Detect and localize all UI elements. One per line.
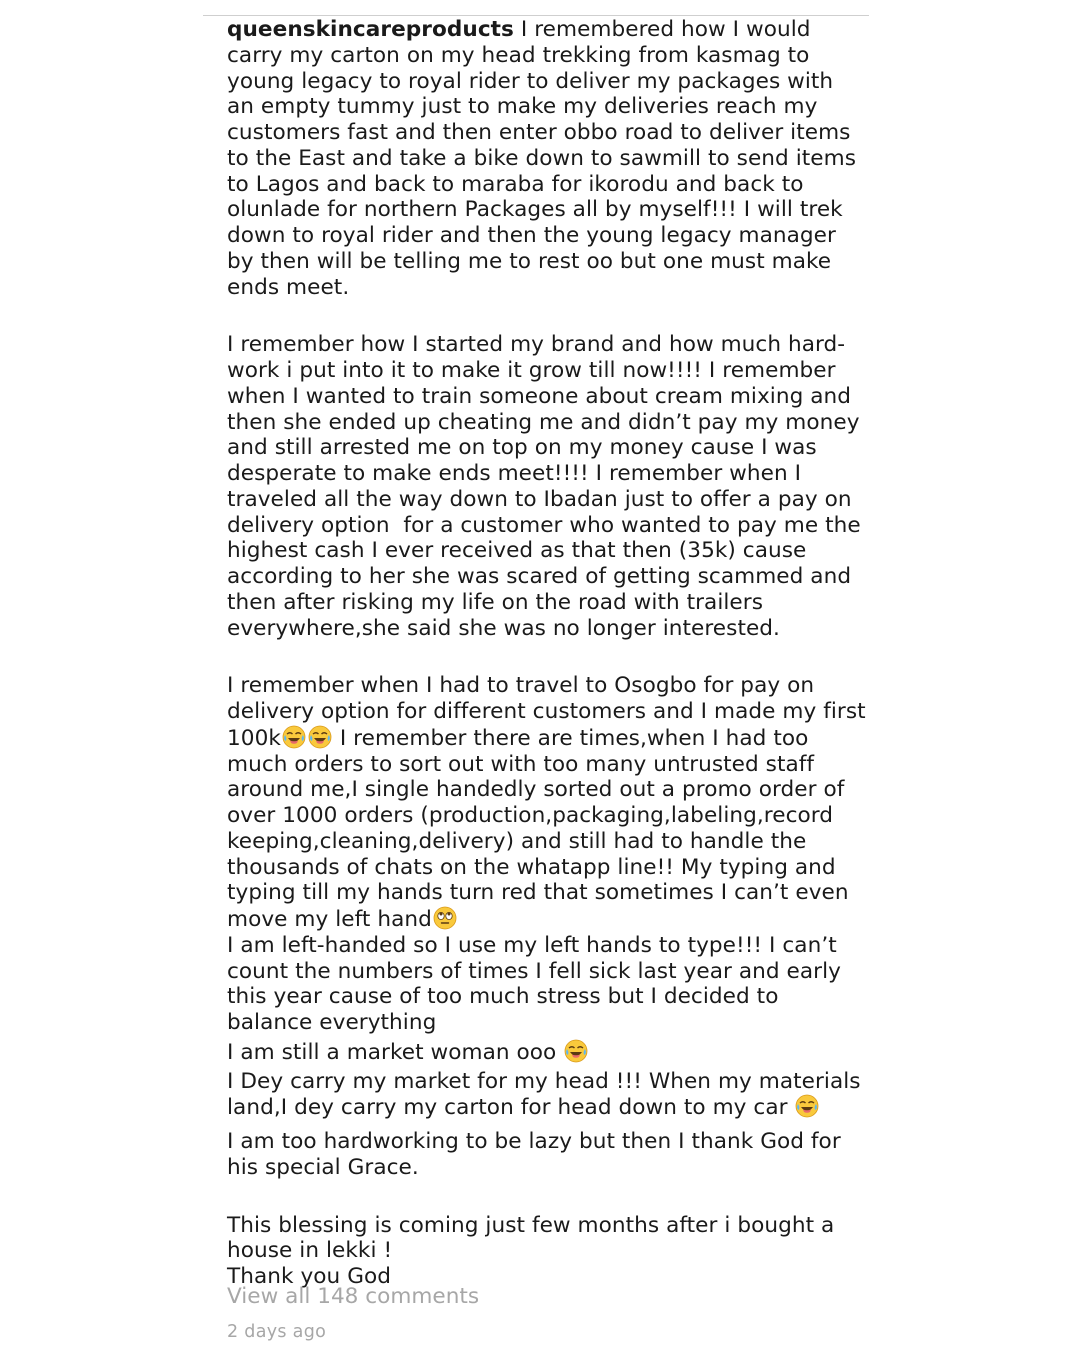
post-username[interactable]: queenskincareproducts xyxy=(227,17,514,42)
face-with-tears-of-joy-icon xyxy=(564,1039,588,1063)
caption-paragraph-1-text: I remembered how I would carry my carton on my head trekking from kasmag to young legacy to royal rider to deliver my packages with an empty tummy just to make my deliveries reach my customers fast and then enter obbo road to deliver items to the East and take a bike down to sawmill to send items to Lagos and back to maraba for ikorodu and back to olunlade for northern Packages all by myself!!! I will trek down to royal rider and then the young legacy manager by then will be telling me to rest oo but one must make ends meet. xyxy=(227,17,863,300)
post-timestamp: 2 days ago xyxy=(227,1322,327,1342)
caption-paragraph-2: I remember how I started my brand and how much hard-work i put into it to make it grow till now!!!! I remember when I wanted to train someone about cream mixing and then she ended up cheating me and didn’t pay my money and still arrested me on top on my money cause I was desperate to make ends meet!!!! I remember when I traveled all the way down to Ibadan just to offer a pay on delivery option for a customer who wanted to pay me the highest cash I ever received as that then (35k) cause according to her she was scared of getting scammed and then after risking my life on the road with trailers everywhere,she said she was no longer interested. xyxy=(227,332,868,641)
paragraph-gap xyxy=(227,1181,867,1213)
caption-paragraph-5 xyxy=(227,1039,867,1066)
caption-paragraph-6 xyxy=(227,1069,867,1122)
caption-paragraph-3 xyxy=(227,673,873,933)
caption-paragraph-8: This blessing is coming just few months after i bought a house in lekki ! xyxy=(227,1212,842,1264)
caption-paragraph-7: I am too hardworking to be lazy but then I thank God for his special Grace. xyxy=(227,1129,848,1180)
face-with-tears-of-joy-icon xyxy=(795,1094,819,1118)
caption-paragraph-9: Thank you God xyxy=(227,1264,392,1289)
caption-paragraph-3-text-b: I remember there are times,when I had too much orders to sort out with too many untrusted staff around me,I single handedly sorted out a promo order of over 1000 orders (production,packaging,labeling,record keeping,cleaning,delivery) and still had to handle the thousands of chats on the whatapp line!! My typing and typing till my hands turn red that sometimes I can’t even move my left hand xyxy=(227,725,856,932)
caption-paragraph-4: I am left-handed so I use my left hands to type!!! I can’t count the numbers of times I fell sick last year and early this year cause of too much stress but I decided to balance everything xyxy=(227,932,848,1035)
caption-paragraph-5-text: I am still a market woman ooo xyxy=(227,1039,564,1065)
face-with-tears-of-joy-icon xyxy=(308,725,332,749)
paragraph-gap xyxy=(227,300,867,332)
view-all-comments-link[interactable]: View all 148 comments xyxy=(227,1284,480,1309)
caption-paragraph-6-text: I Dey carry my market for my head !!! When my materials land,I dey carry my carton for head down to my car xyxy=(227,1068,868,1121)
face-with-rolling-eyes-icon xyxy=(433,906,457,930)
caption-paragraph-1 xyxy=(227,17,867,300)
caption-paragraph-3-text-a: I remember when I had to travel to Osogbo for pay on delivery option for different customers and I made my first 100k xyxy=(227,673,873,751)
paragraph-gap xyxy=(227,641,867,673)
post-caption xyxy=(227,17,873,1290)
face-with-tears-of-joy-icon xyxy=(282,725,306,749)
top-divider xyxy=(203,15,869,16)
